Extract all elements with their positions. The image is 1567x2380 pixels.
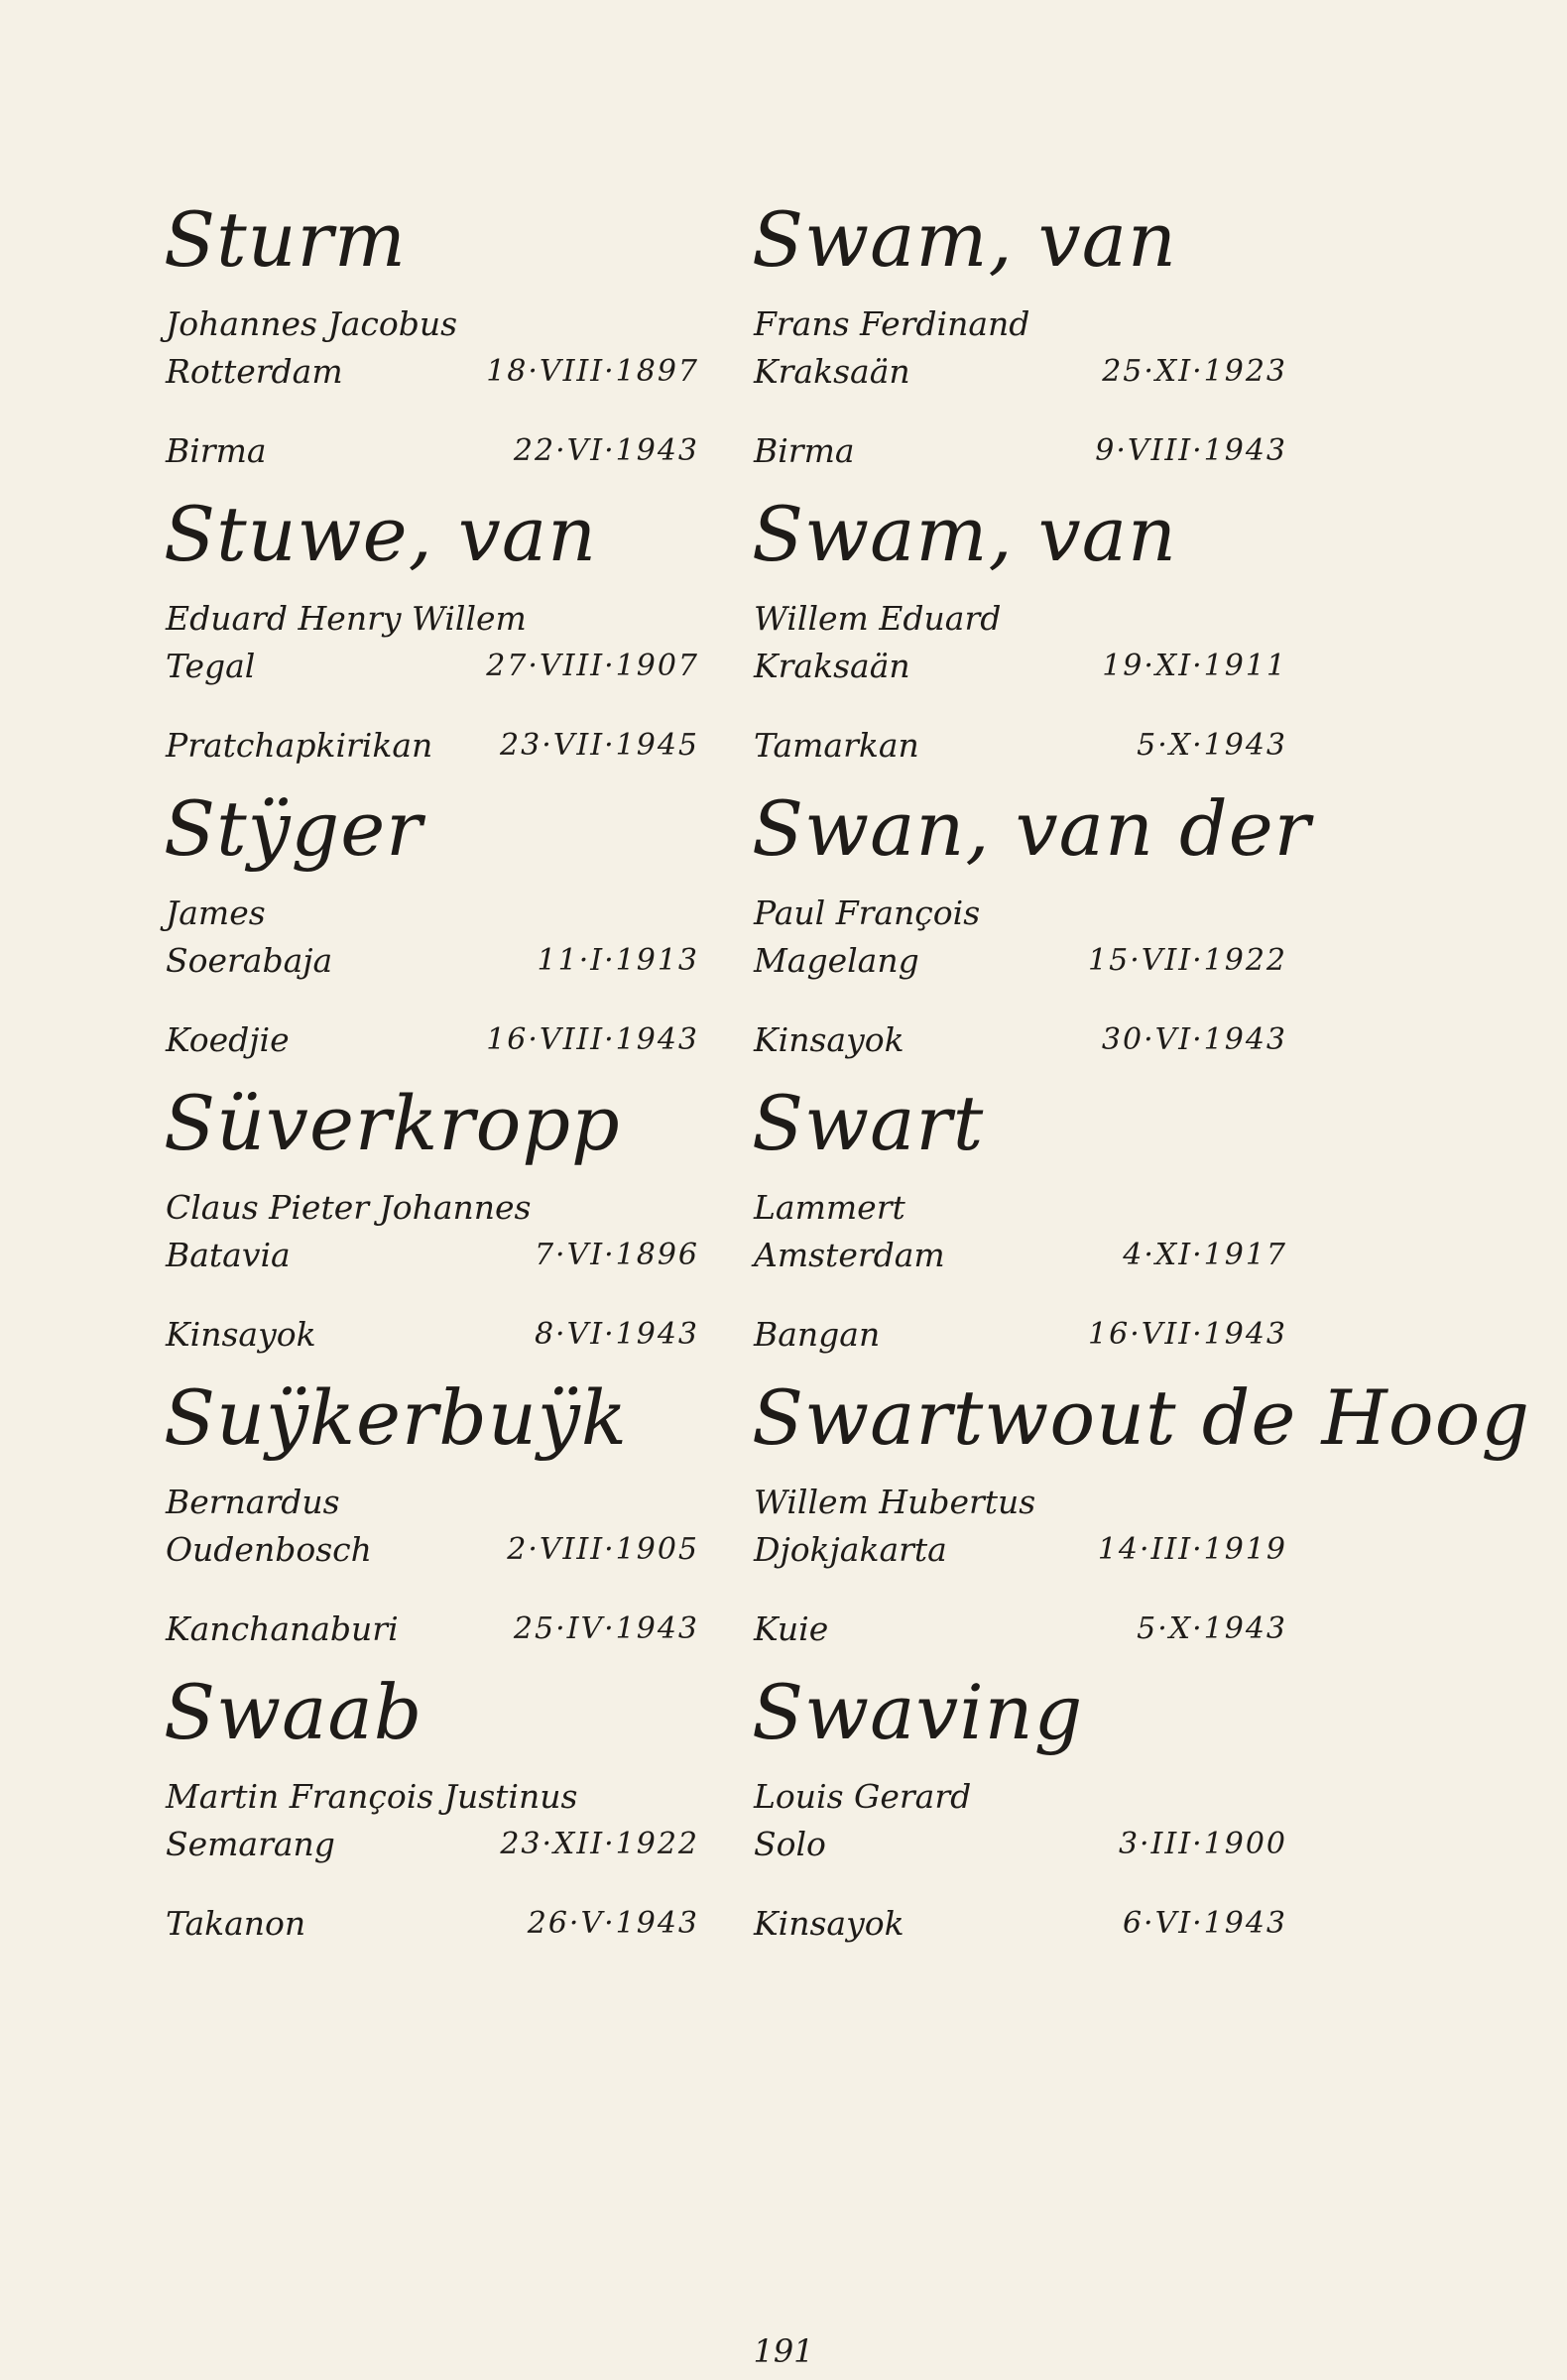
birth-date: 19·XI·1911 [1102,649,1287,683]
death-place: Kinsayok [754,1020,904,1059]
death-date: 26·V·1943 [527,1906,699,1941]
memorial-entry [164,1079,699,1376]
death-place: Bangan [754,1315,881,1354]
surname: Sturm [164,195,407,284]
left-column [164,195,699,1965]
death-date: 25·IV·1943 [513,1611,699,1646]
birth-date: 2·VIII·1905 [507,1532,699,1567]
birth-date: 15·VII·1922 [1088,943,1287,978]
death-date: 23·VII·1945 [500,728,699,763]
death-date: 16·VII·1943 [1088,1317,1287,1352]
surname: Swart [752,1079,985,1167]
death-date: 9·VIII·1943 [1095,433,1287,468]
death-place: Kinsayok [166,1315,316,1354]
death-place: Kinsayok [754,1904,904,1943]
birth-place: Semarang [166,1825,335,1863]
death-place: Birma [754,431,855,470]
right-column [752,195,1530,1965]
given-names: Paul François [754,893,981,932]
death-date: 16·VIII·1943 [486,1022,699,1057]
surname: Swaab [164,1668,423,1756]
given-names: Willem Eduard [754,599,1002,638]
given-names: Frans Ferdinand [754,304,1030,343]
birth-date: 3·III·1900 [1118,1827,1287,1861]
birth-date: 27·VIII·1907 [486,649,699,683]
given-names: Claus Pieter Johannes [166,1188,532,1227]
memorial-entry [752,195,1287,493]
memorial-entry [164,1373,699,1671]
death-place: Kanchanaburi [166,1609,399,1648]
birth-place: Amsterdam [754,1236,945,1274]
death-date: 6·VI·1943 [1122,1906,1287,1941]
surname: Süverkropp [164,1079,621,1167]
surname: Swaving [752,1668,1084,1756]
given-names: Martin François Justinus [166,1777,578,1816]
birth-date: 23·XII·1922 [500,1827,699,1861]
surname: Stÿger [164,784,423,873]
death-date: 5·X·1943 [1137,728,1287,763]
birth-place: Rotterdam [166,352,343,391]
memorial-entry [164,1668,699,1965]
given-names: James [166,893,266,932]
death-date: 30·VI·1943 [1101,1022,1287,1057]
memorial-entry [752,490,1287,787]
birth-place: Batavia [166,1236,291,1274]
birth-place: Magelang [754,941,919,980]
memorial-entry [752,1668,1287,1965]
death-place: Birma [166,431,267,470]
birth-date: 7·VI·1896 [534,1238,699,1272]
death-place: Tamarkan [754,726,919,765]
surname: Swam, van [752,490,1178,578]
memorial-entry [164,195,699,493]
surname: Swan, van der [752,784,1311,873]
memorial-entry [752,784,1311,1082]
surname: Swam, van [752,195,1178,284]
death-place: Kuie [754,1609,829,1648]
given-names: Lammert [754,1188,905,1227]
birth-place: Soerabaja [166,941,333,980]
death-place: Koedjie [166,1020,290,1059]
death-date: 5·X·1943 [1137,1611,1287,1646]
birth-place: Tegal [166,647,256,685]
birth-place: Oudenbosch [166,1530,372,1569]
birth-place: Djokjakarta [754,1530,947,1569]
given-names: Bernardus [166,1483,340,1521]
memorial-entry [164,490,699,787]
given-names: Louis Gerard [754,1777,972,1816]
given-names: Johannes Jacobus [166,304,458,343]
memorial-entry [752,1079,1287,1376]
birth-date: 11·I·1913 [537,943,699,978]
birth-place: Kraksaän [754,647,910,685]
page-number: 191 [753,2332,814,2370]
birth-place: Solo [754,1825,826,1863]
given-names: Willem Hubertus [754,1483,1036,1521]
birth-place: Kraksaän [754,352,910,391]
surname: Suÿkerbuÿk [164,1373,628,1462]
memorial-entry [752,1373,1530,1671]
death-date: 22·VI·1943 [513,433,699,468]
death-place: Takanon [166,1904,306,1943]
birth-date: 25·XI·1923 [1102,354,1287,389]
surname: Stuwe, van [164,490,598,578]
death-place: Pratchapkirikan [166,726,433,765]
birth-date: 18·VIII·1897 [486,354,699,389]
memorial-entry [164,784,699,1082]
birth-date: 4·XI·1917 [1123,1238,1287,1272]
surname: Swartwout de Hoog [752,1373,1530,1462]
birth-date: 14·III·1919 [1097,1532,1287,1567]
given-names: Eduard Henry Willem [166,599,527,638]
death-date: 8·VI·1943 [534,1317,699,1352]
